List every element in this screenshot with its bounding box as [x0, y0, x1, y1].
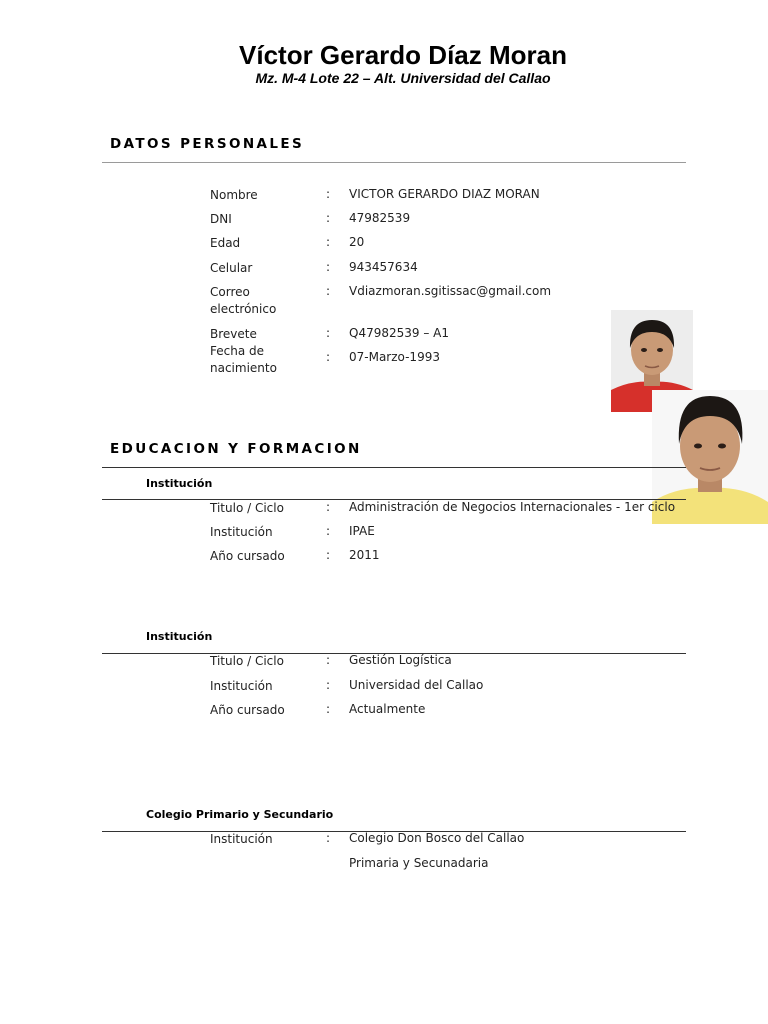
field-value: Universidad del Callao	[349, 678, 484, 692]
field-value: Administración de Negocios Internacionales - 1er ciclo	[349, 500, 676, 514]
section-title-education: EDUCACION Y FORMACION	[110, 441, 362, 457]
field-colon: :	[326, 187, 331, 201]
field-value: VICTOR GERARDO DIAZ MORAN	[349, 187, 540, 201]
field-value: Primaria y Secunadaria	[349, 856, 489, 870]
field-label: Correo electrónico	[210, 285, 277, 316]
field-colon: :	[326, 831, 331, 845]
field-colon: :	[326, 326, 331, 340]
field-label: Fecha de nacimiento	[210, 344, 277, 375]
field-colon: :	[326, 653, 331, 667]
field-value: 20	[349, 235, 365, 249]
field-colon: :	[326, 524, 331, 538]
entry-heading-2: Institución	[146, 630, 213, 643]
field-value: 2011	[349, 548, 380, 562]
field-value: 07-Marzo-1993	[349, 350, 440, 364]
field-value: 943457634	[349, 260, 418, 274]
field-label: Celular	[210, 261, 253, 275]
field-colon: :	[326, 350, 331, 364]
field-colon: :	[326, 260, 331, 274]
field-label: Año cursado	[210, 703, 285, 717]
field-label: Nombre	[210, 188, 258, 202]
resume-name: Víctor Gerardo Díaz Moran	[239, 40, 567, 70]
field-label: Brevete	[210, 327, 257, 341]
field-value: IPAE	[349, 524, 375, 538]
field-label: Titulo / Ciclo	[210, 501, 284, 515]
field-value: Actualmente	[349, 702, 426, 716]
field-label: Institución	[210, 525, 273, 539]
field-label: Titulo / Ciclo	[210, 654, 284, 668]
section-title-personal: DATOS PERSONALES	[110, 136, 305, 152]
field-label: Institución	[210, 679, 273, 693]
resume-address: Mz. M-4 Lote 22 – Alt. Universidad del Callao	[255, 70, 551, 86]
field-colon: :	[326, 702, 331, 716]
entry-heading-3: Colegio Primario y Secundario	[146, 808, 334, 821]
field-colon: :	[326, 548, 331, 562]
field-colon: :	[326, 211, 331, 225]
field-value: Gestión Logística	[349, 653, 452, 667]
field-colon: :	[326, 235, 331, 249]
entry-heading-1: Institución	[146, 477, 213, 490]
field-colon: :	[326, 284, 331, 298]
field-label: Edad	[210, 236, 241, 250]
field-label: Institución	[210, 832, 273, 846]
field-label: Año cursado	[210, 549, 285, 563]
field-value: 47982539	[349, 211, 411, 225]
section-divider-personal	[102, 162, 686, 163]
field-label: DNI	[210, 212, 232, 226]
field-value: Colegio Don Bosco del Callao	[349, 831, 525, 845]
section-divider-education	[102, 467, 686, 468]
field-value: Vdiazmoran.sgitissac@gmail.com	[349, 284, 552, 298]
field-colon: :	[326, 678, 331, 692]
field-colon: :	[326, 500, 331, 514]
field-value: Q47982539 – A1	[349, 326, 449, 340]
